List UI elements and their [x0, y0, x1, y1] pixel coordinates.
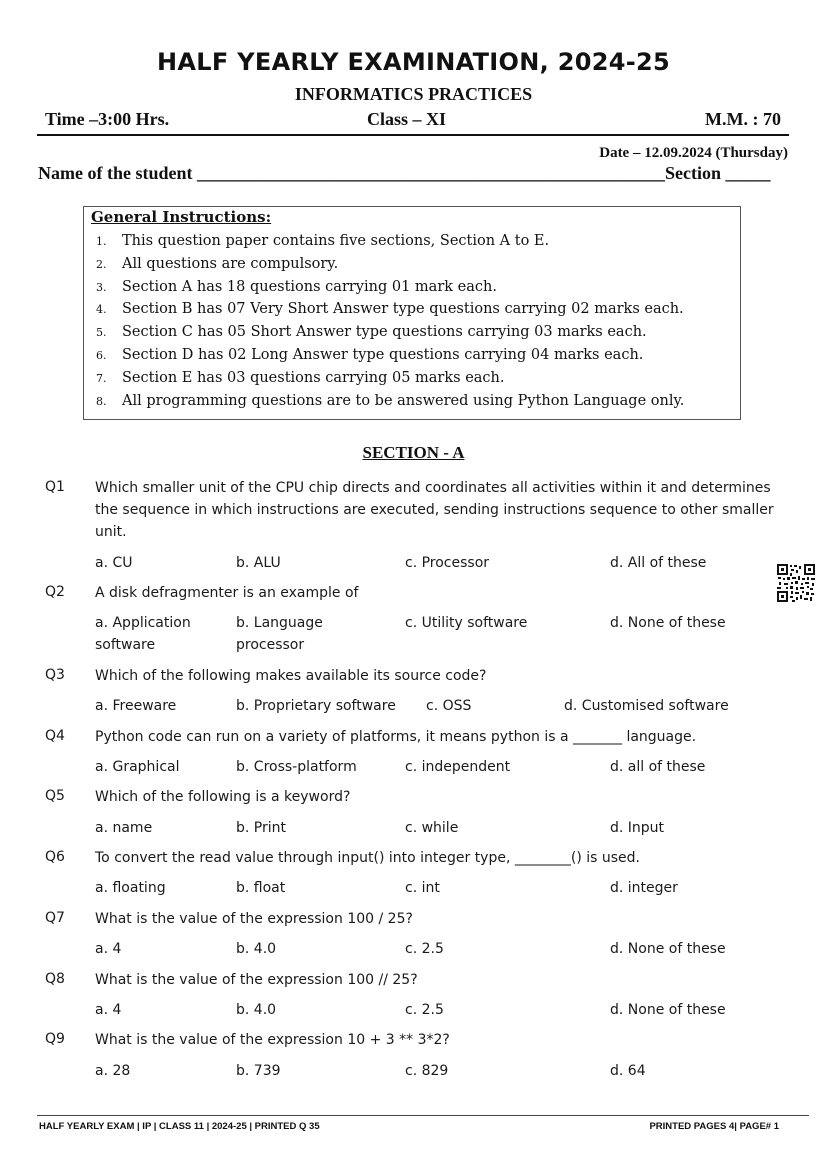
option-a: a. 4 — [95, 1002, 122, 1018]
instruction-number: 5. — [96, 326, 107, 340]
section-a-label: SECTION - A — [362, 443, 465, 462]
option-a: a. Freeware — [95, 698, 177, 714]
instruction-text: Section E has 03 questions carrying 05 marks each. — [122, 369, 505, 386]
option-d: d. All of these — [610, 555, 707, 571]
option-b: b. 4.0 — [236, 1002, 277, 1018]
option-c: c. OSS — [426, 698, 472, 714]
student-name-line: Name of the student ____________________________________________________Section _____ — [38, 163, 771, 183]
question-number: Q2 — [45, 584, 65, 600]
section-a-heading — [0, 443, 827, 463]
instruction-number: 4. — [96, 303, 107, 317]
question-number: Q3 — [45, 667, 65, 683]
footer-left: HALF YEARLY EXAM | IP | CLASS 11 | 2024-25 | PRINTED Q 35 — [39, 1121, 320, 1132]
question-text: What is the value of the expression 10 + 3 ** 3*2? — [95, 1032, 450, 1048]
instruction-text: Section D has 02 Long Answer type questions carrying 04 marks each. — [122, 346, 644, 363]
subject-title: INFORMATICS PRACTICES — [294, 84, 533, 104]
question-number: Q5 — [45, 788, 65, 804]
option-b: b. float — [236, 880, 286, 896]
question-text: Which of the following makes available its source code? — [95, 668, 487, 684]
option-a: a. CU — [95, 555, 133, 571]
instruction-text: All questions are compulsory. — [122, 255, 339, 272]
option-c: c. Utility software — [405, 615, 528, 631]
instruction-text: Section C has 05 Short Answer type questions carrying 03 marks each. — [122, 324, 647, 341]
option-b: b. 4.0 — [236, 941, 277, 957]
option-d: d. None of these — [610, 1002, 726, 1018]
option-c: c. 829 — [405, 1063, 449, 1079]
option-c: c. int — [405, 880, 440, 896]
instruction-text: Section B has 07 Very Short Answer type questions carrying 02 marks each. — [122, 301, 684, 318]
option-b: b. ALU — [236, 555, 281, 571]
option-c: c. 2.5 — [405, 1002, 444, 1018]
option-a: a. Application software — [95, 615, 191, 653]
instruction-number: 2. — [96, 257, 107, 271]
instruction-item — [96, 347, 736, 370]
question-number: Q8 — [45, 971, 65, 987]
instruction-item — [96, 279, 736, 302]
instructions-list — [96, 233, 736, 415]
instruction-number: 3. — [96, 280, 107, 294]
option-c: c. Processor — [405, 555, 490, 571]
exam-title: HALF YEARLY EXAMINATION, 2024-25 — [157, 48, 670, 76]
option-d: d. Input — [610, 820, 665, 836]
instructions-heading: General Instructions: — [91, 208, 272, 226]
option-c: c. independent — [405, 759, 511, 775]
option-c: c. 2.5 — [405, 941, 444, 957]
option-d: d. integer — [610, 880, 678, 896]
option-d: d. all of these — [610, 759, 706, 775]
instruction-number: 1. — [96, 235, 107, 248]
instruction-number: 7. — [96, 371, 107, 385]
option-a: a. 4 — [95, 941, 122, 957]
instruction-item — [96, 301, 736, 324]
instruction-text: This question paper contains five sections, Section A to E. — [122, 233, 550, 249]
option-a: a. Graphical — [95, 759, 180, 775]
time-label: Time –3:00 Hrs. — [45, 109, 170, 129]
instruction-item — [96, 370, 736, 393]
option-c: c. while — [405, 820, 459, 836]
question-text: Python code can run on a variety of platforms, it means python is a _______ language. — [95, 729, 697, 745]
question-text: What is the value of the expression 100 / 25? — [95, 911, 413, 927]
option-d: d. 64 — [610, 1063, 646, 1079]
instruction-item — [96, 393, 736, 416]
question-number: Q6 — [45, 849, 65, 865]
question-text: Which smaller unit of the CPU chip directs and coordinates all activities within it and determines the sequence in which instructions are executed, sending instructions sequence to other smaller unit. — [95, 480, 774, 540]
question-text: A disk defragmenter is an example of — [95, 585, 359, 601]
question-number: Q9 — [45, 1031, 65, 1047]
option-b: b. Proprietary software — [236, 698, 396, 714]
question-text: Which of the following is a keyword? — [95, 789, 351, 805]
exam-date: Date – 12.09.2024 (Thursday) — [599, 145, 788, 161]
question-number: Q4 — [45, 728, 65, 744]
option-a: a. name — [95, 820, 153, 836]
header-divider — [37, 134, 789, 136]
instruction-item — [96, 324, 736, 347]
class-label: Class – XI — [367, 109, 447, 129]
instruction-number: 6. — [96, 348, 107, 362]
option-d: d. Customised software — [564, 698, 729, 714]
option-b: b. Print — [236, 820, 286, 836]
instruction-item — [96, 256, 736, 279]
question-number: Q1 — [45, 479, 65, 495]
option-b: b. 739 — [236, 1063, 281, 1079]
instruction-number: 8. — [96, 394, 107, 408]
max-marks-label: M.M. : 70 — [705, 109, 781, 129]
instruction-text: All programming questions are to be answered using Python Language only. — [122, 392, 685, 409]
option-a: a. floating — [95, 880, 166, 896]
option-d: d. None of these — [610, 615, 726, 631]
option-d: d. None of these — [610, 941, 726, 957]
instruction-text: Section A has 18 questions carrying 01 mark each. — [122, 278, 497, 295]
option-b: b. Cross-platform — [236, 759, 357, 775]
option-b: b. Language processor — [236, 615, 323, 653]
footer-right: PRINTED PAGES 4| PAGE# 1 — [649, 1121, 779, 1132]
question-text: To convert the read value through input() into integer type, ________() is used. — [95, 850, 640, 866]
option-a: a. 28 — [95, 1063, 131, 1079]
instruction-item — [96, 233, 736, 256]
question-number: Q7 — [45, 910, 65, 926]
question-text: What is the value of the expression 100 // 25? — [95, 972, 418, 988]
footer-divider — [37, 1115, 809, 1116]
